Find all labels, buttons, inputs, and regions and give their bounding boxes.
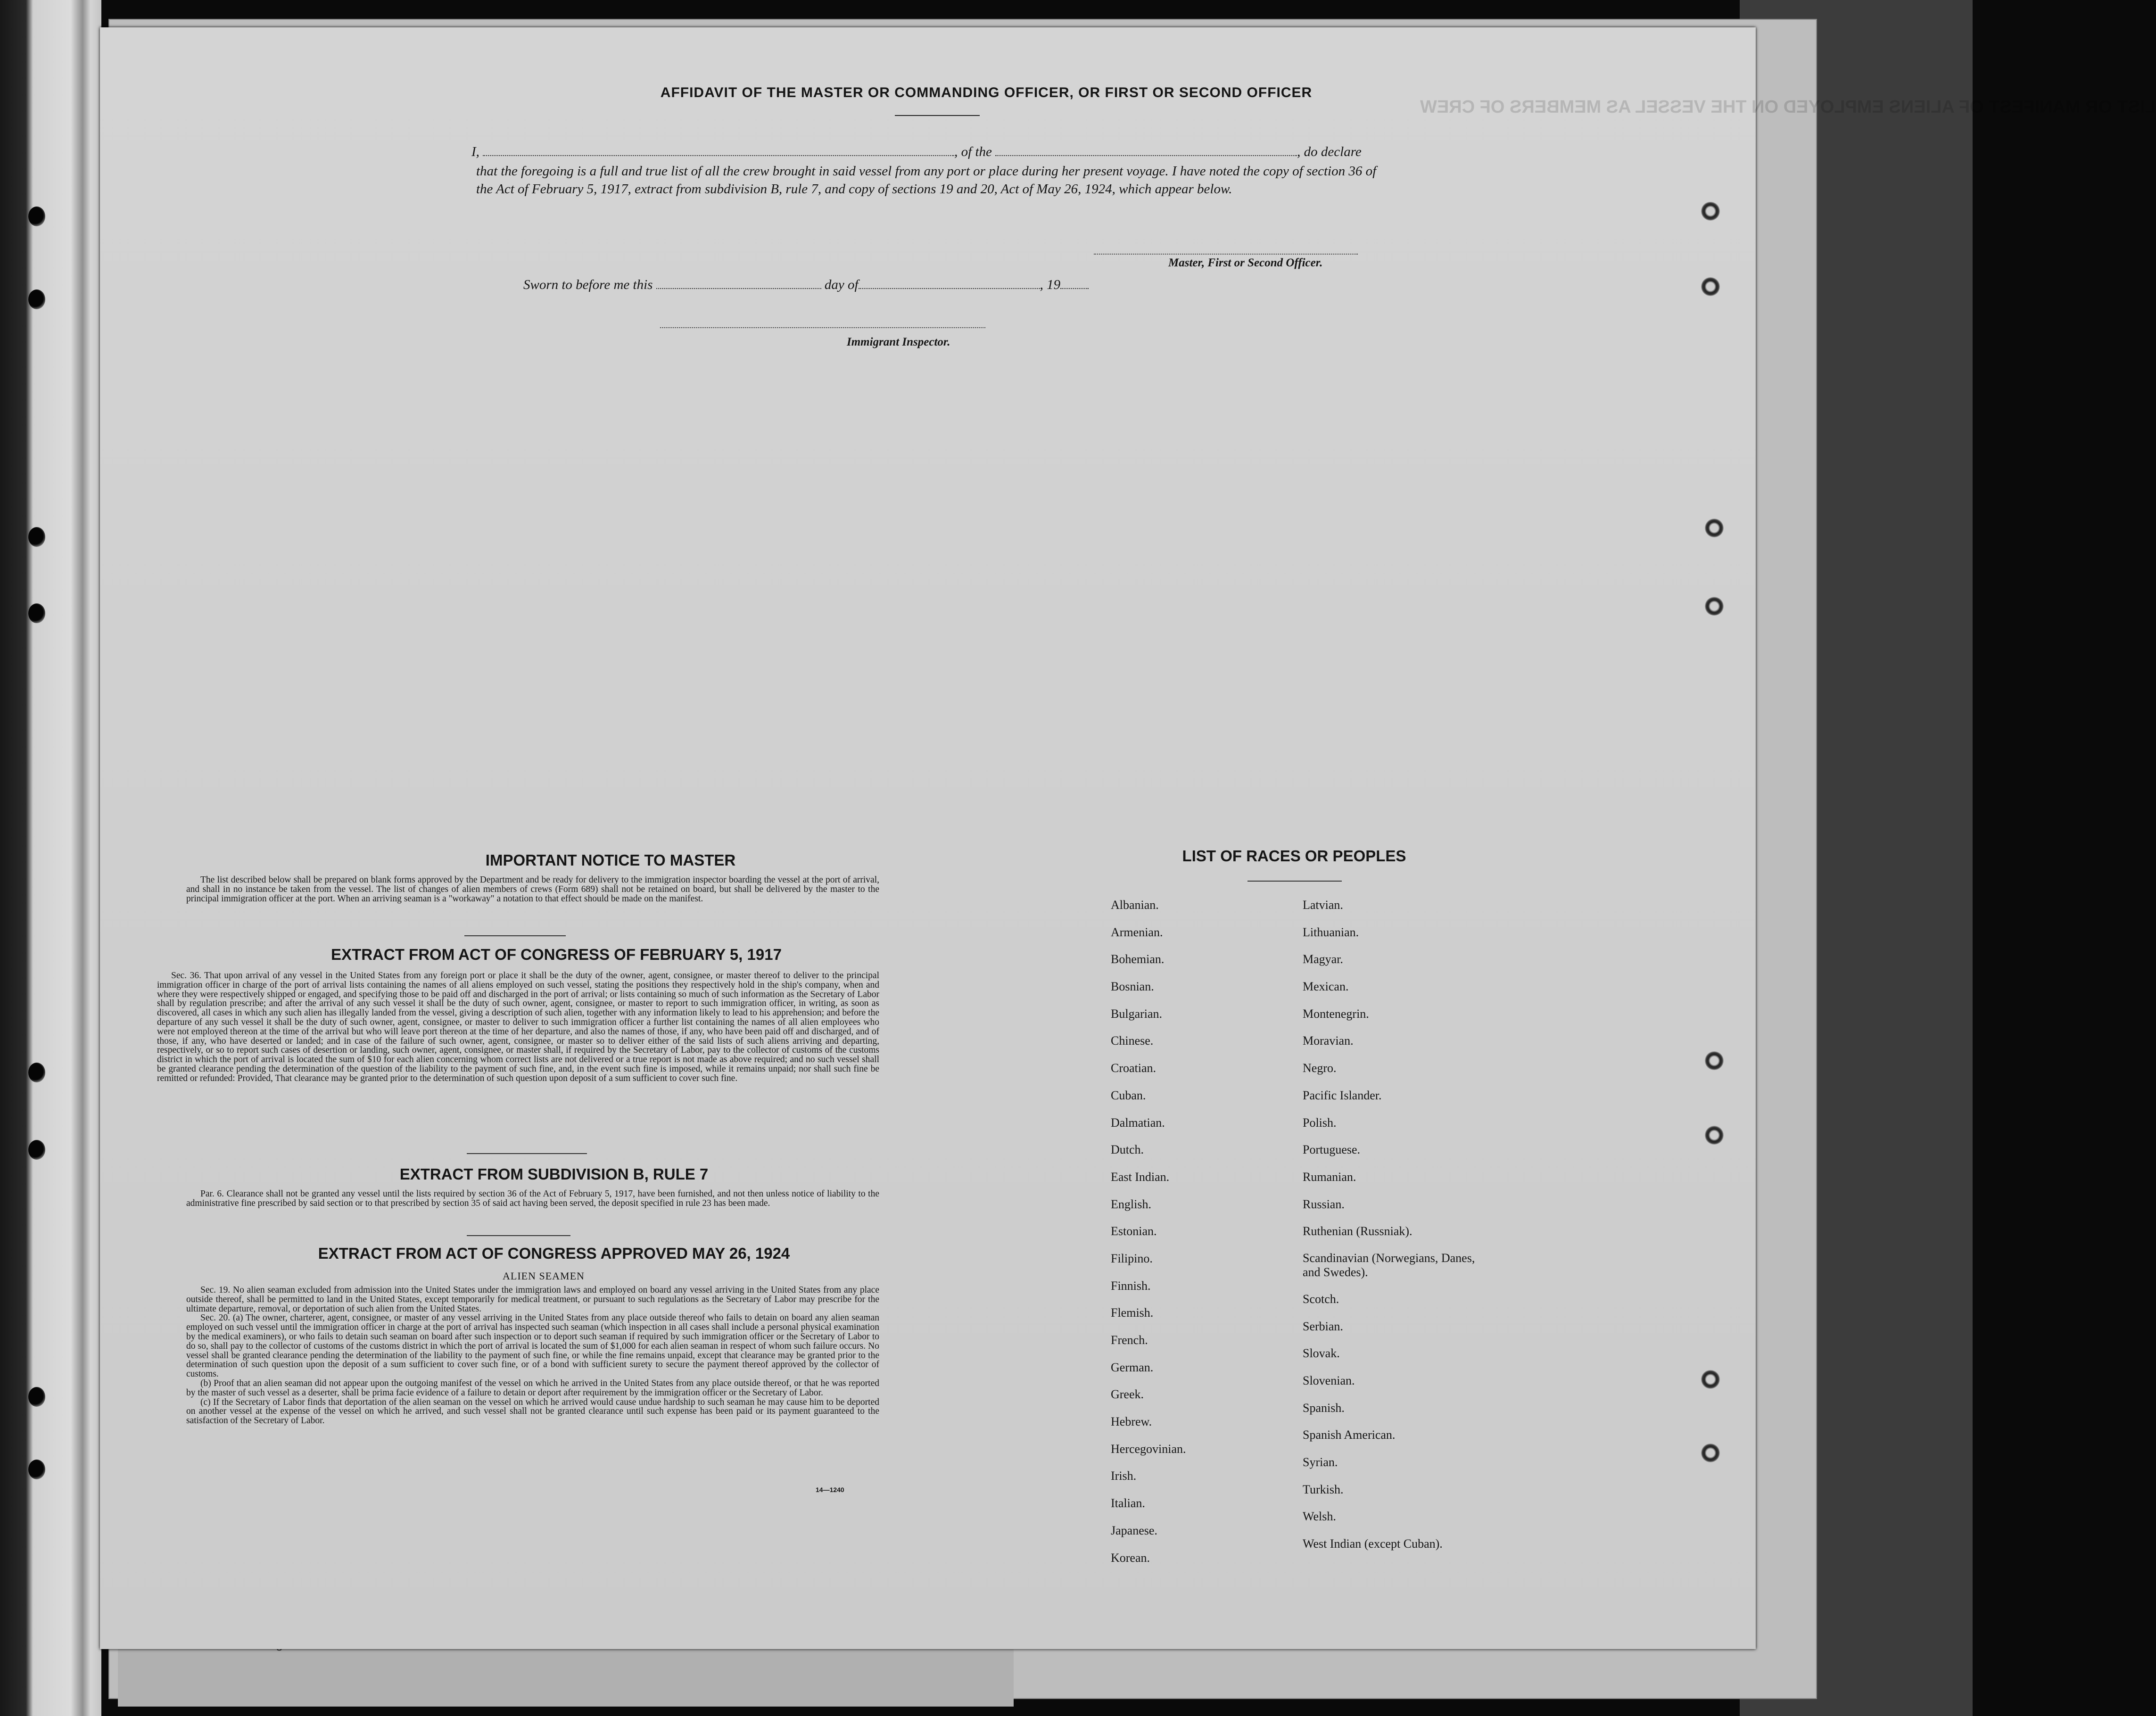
race-item: Hercegovinian. — [1111, 1442, 1186, 1456]
races-column-2 — [1303, 898, 1482, 1564]
extract-1924-title: EXTRACT FROM ACT OF CONGRESS APPROVED MAY 26, 1924 — [318, 1245, 790, 1262]
race-item: Latvian. — [1303, 898, 1343, 912]
binder-hole — [28, 1460, 45, 1479]
race-item: English. — [1111, 1197, 1151, 1211]
extract-1917-text: Sec. 36. That upon arrival of any vessel in the United States from any foreign port or place it shall be the duty of the owner, agent, consignee, or master thereof to deliver to the principal immigration officer in charge of the port of arrival lists containing the names of all aliens employed on such vessel, stating the positions they respectively hold in the ship's company, when and where they were respectively shipped or engaged, and specifying those to be paid off and discharged in the port of arrival; or lists containing so much of such information as the Secretary of Labor shall by regulation prescribe; and after the arrival of any such vessel it shall be the duty of such owner, agent, consignee, or master to report to such immigration officer, in writing, as soon as discovered, all cases in which any such alien has illegally landed from the vessel, giving a description of such alien, together with any information likely to lead to his apprehension; and before the departure of any such vessel it shall be the duty of such owner, agent, consignee, or master to deliver to such immigration officer a further list containing the names of all alien employees who were not employed thereon at the time of the arrival but who will leave port thereon at the time of her departure, and also the names of those, if any, who have been paid off and discharged, and of those, if any, who have deserted or landed; and in case of the failure of such owner, agent, consignee, or master so to deliver either of the said lists of such aliens arriving and departing, respectively, or so to report such cases of desertion or landing, such owner, agent, consignee, or master shall, if required by the Secretary of Labor, pay to the collector of customs of the customs district in which the port of arrival is located the sum of $10 for each alien concerning whom correct lists are not delivered or a true report is not made as above required; and no such vessel shall be granted clearance pending the determination of the question of the liability to the payment of such fine, and, in the event such fine is imposed, while it remains unpaid; nor shall such fine be remitted or refunded: Provided, That clearance may be granted prior to the determination of such question upon deposit of a sum sufficient to cover such fine. — [157, 971, 879, 1083]
race-item: Syrian. — [1303, 1455, 1338, 1469]
punch-hole — [1701, 1444, 1720, 1462]
binder-hole — [28, 289, 45, 309]
race-item: Slovenian. — [1303, 1374, 1355, 1387]
race-item: Estonian. — [1111, 1224, 1157, 1238]
races-title: LIST OF RACES OR PEOPLES — [1182, 847, 1406, 865]
race-item: Turkish. — [1303, 1482, 1344, 1496]
binder-hole — [28, 1140, 45, 1160]
race-item: Flemish. — [1111, 1306, 1154, 1320]
race-item: Filipino. — [1111, 1251, 1153, 1265]
race-item: Slovak. — [1303, 1346, 1340, 1361]
race-item: Magyar. — [1303, 952, 1343, 966]
races-rule — [1247, 881, 1342, 882]
notice-text: The list described below shall be prepared on blank forms approved by the Department and be ready for delivery to the immigration inspector boarding the vessel at the port of arrival, and shall in no instance be taken from the vessel. The list of changes of alien members of crews (Form 689) shall not be retained on board, but shall be delivered by the master to the principal immigration officer at the port. When an arriving seaman is a "workaway" a notation to that effect should be made on the manifest. — [186, 875, 879, 904]
declaration-paragraph: that the foregoing is a full and true list of all the crew brought in said vessel from any port or place during her present voyage. I have noted the copy of section 36 of the Act of February 5, 1917, extract from subdivision B, rule 7, and copy of sections 19 and 20, Act of May 26, 1924, which appear below. — [476, 164, 1377, 197]
bleed-through-title: LIST OR MANIFEST OF ALIENS EMPLOYED ON THE VESSEL AS MEMBERS OF CREW — [1420, 97, 2156, 117]
race-item: Rumanian. — [1303, 1170, 1356, 1184]
race-item: Mexican. — [1303, 980, 1349, 994]
inspector-label: Immigrant Inspector. — [847, 336, 950, 348]
vessel-name-field[interactable] — [995, 145, 1297, 156]
punch-hole — [1705, 597, 1724, 616]
punch-hole — [1705, 1126, 1724, 1145]
race-item: East Indian. — [1111, 1170, 1170, 1184]
binder-hole — [28, 1063, 45, 1082]
title-rule — [895, 115, 980, 116]
officer-signature-field[interactable] — [1094, 254, 1358, 255]
race-item: French. — [1111, 1333, 1148, 1347]
race-item: German. — [1111, 1360, 1154, 1374]
sworn-year-field[interactable] — [1060, 278, 1089, 289]
race-item: Italian. — [1111, 1496, 1145, 1510]
binder-hole — [28, 527, 45, 547]
section-rule — [467, 1235, 570, 1236]
declaration-line — [471, 144, 1362, 160]
declare-text: , do declare — [1297, 144, 1362, 159]
race-item: Chinese. — [1111, 1034, 1154, 1048]
race-item: Serbian. — [1303, 1319, 1343, 1333]
punch-hole — [1701, 202, 1720, 221]
sec-19-paragraph: Sec. 19. No alien seaman excluded from admission into the United States under the immigration laws and employed on board any vessel arriving in the United States from any place outside thereof, shall be permitted to land in the United States, except temporarily for medical treatment, or pursuant to such regulations as the Secretary of Labor may prescribe for the ultimate departure, removal, or deportation of such alien from the United States. — [186, 1285, 879, 1314]
form-number: 14—1240 — [816, 1486, 844, 1493]
races-column-1 — [1111, 898, 1186, 1577]
affidavit-title: AFFIDAVIT OF THE MASTER OR COMMANDING OFFICER, OR FIRST OR SECOND OFFICER — [660, 85, 1313, 100]
officer-signature-label: Master, First or Second Officer. — [1168, 256, 1323, 269]
section-rule — [464, 935, 566, 936]
race-item: Pacific Islander. — [1303, 1088, 1382, 1102]
binder-hole — [28, 206, 45, 226]
sec-20a-paragraph: Sec. 20. (a) The owner, charterer, agent, consignee, or master of any vessel arriving in the United States from any place outside thereof who fails to detain on board any alien seaman employed on such vessel until the immigration officer in charge at the port of arrival has inspected such seaman (which inspection in all cases shall include a personal physical examination by the medical examiners), or who fails to detain such seaman on board after such inspection or to deport such seaman if required by such immigration officer or the Secretary of Labor to do so, shall pay to the collector of customs of the customs district in which the port of arrival is located the sum of $1,000 for each alien seaman in respect of whom such failure occurs. No vessel shall be granted clearance pending the determination of the liability to the payment of such fine, or while the fine remains unpaid, except that clearance may be granted prior to the determination of such question upon the deposit of a sum sufficient to cover such fine, or of a bond with sufficient surety to secure the payment thereof approved by the collector of customs. — [186, 1313, 879, 1379]
declarant-prefix: I, — [471, 144, 479, 159]
race-item: Croatian. — [1111, 1061, 1156, 1075]
race-item: Cuban. — [1111, 1088, 1146, 1102]
extract-1917-title: EXTRACT FROM ACT OF CONGRESS OF FEBRUARY 5, 1917 — [331, 946, 782, 963]
section-rule — [467, 1153, 587, 1154]
binder-hole — [28, 1387, 45, 1407]
race-item: Armenian. — [1111, 925, 1163, 939]
race-item: Bohemian. — [1111, 952, 1165, 966]
race-item: Moravian. — [1303, 1034, 1354, 1048]
race-item: Dalmatian. — [1111, 1115, 1165, 1130]
day-of-text: day of — [824, 277, 859, 292]
race-item: Scandinavian (Norwegians, Danes, and Swedes). — [1303, 1251, 1475, 1279]
race-item: Spanish. — [1303, 1401, 1345, 1415]
race-item: Finnish. — [1111, 1279, 1151, 1293]
race-item: Polish. — [1303, 1115, 1337, 1130]
race-item: Ruthenian (Russniak). — [1303, 1224, 1413, 1238]
extract-1924-text — [186, 1286, 879, 1426]
race-item: West Indian (except Cuban). — [1303, 1537, 1443, 1551]
race-item: Lithuanian. — [1303, 925, 1359, 939]
race-item: Welsh. — [1303, 1510, 1336, 1524]
extract-rule7-text: Par. 6. Clearance shall not be granted any vessel until the lists required by section 36 of the Act of February 5, 1917, have been furnished, and not then unless notice of liability to the administrative fine prescribed by said section or to that prescribed by section 35 of said act having been served, the deposit specified in rule 23 has been made. — [186, 1189, 879, 1208]
race-item: Dutch. — [1111, 1143, 1144, 1157]
race-item: Albanian. — [1111, 898, 1159, 912]
sec-20b-paragraph: (b) Proof that an alien seaman did not appear upon the outgoing manifest of the vessel on which he arrived in the United States from any place outside thereof, or that he was reported by the master of such vessel as a deserter, shall be prima facie evidence of a failure to detain or deport after requirement by the immigration officer or the Secretary of Labor. — [186, 1378, 879, 1398]
race-item: Korean. — [1111, 1551, 1150, 1565]
punch-hole — [1701, 277, 1720, 296]
race-item: Greek. — [1111, 1387, 1144, 1402]
of-the-text: , of the — [954, 144, 992, 159]
inspector-signature-field[interactable] — [660, 327, 985, 328]
race-item: Hebrew. — [1111, 1415, 1152, 1429]
race-item: Montenegrin. — [1303, 1006, 1369, 1021]
sworn-day-field[interactable] — [656, 278, 821, 289]
sworn-month-field[interactable] — [859, 278, 1040, 289]
race-item: Negro. — [1303, 1061, 1337, 1075]
binder-hole — [28, 603, 45, 623]
race-item: Bulgarian. — [1111, 1006, 1163, 1021]
race-item: Japanese. — [1111, 1523, 1157, 1537]
sworn-prefix: Sworn to before me this — [523, 277, 653, 292]
punch-hole — [1701, 1370, 1720, 1389]
race-item: Bosnian. — [1111, 980, 1154, 994]
binder-edge — [0, 0, 101, 1716]
race-item: Scotch. — [1303, 1292, 1339, 1306]
race-item: Irish. — [1111, 1469, 1137, 1483]
extract-rule7-title: EXTRACT FROM SUBDIVISION B, RULE 7 — [399, 1165, 709, 1183]
race-item: Spanish American. — [1303, 1428, 1396, 1442]
alien-seamen-heading: ALIEN SEAMEN — [503, 1270, 585, 1282]
sworn-line — [523, 277, 1089, 293]
punch-hole — [1705, 1051, 1724, 1070]
notice-title: IMPORTANT NOTICE TO MASTER — [485, 851, 736, 869]
declarant-name-field[interactable] — [483, 145, 954, 156]
year-text: , 19 — [1040, 277, 1061, 292]
race-item: Portuguese. — [1303, 1143, 1361, 1157]
punch-hole — [1705, 519, 1724, 537]
race-item: Russian. — [1303, 1197, 1345, 1211]
sec-20c-paragraph: (c) If the Secretary of Labor finds that deportation of the alien seaman on the vessel on which he arrived would cause undue hardship to such seaman he may cause him to be deported on another vessel at the expense of the vessel on which he arrived, and such vessel shall not be granted clearance until such expense has been paid or its payment guaranteed to the satisfaction of the Secretary of Labor. — [186, 1397, 879, 1426]
